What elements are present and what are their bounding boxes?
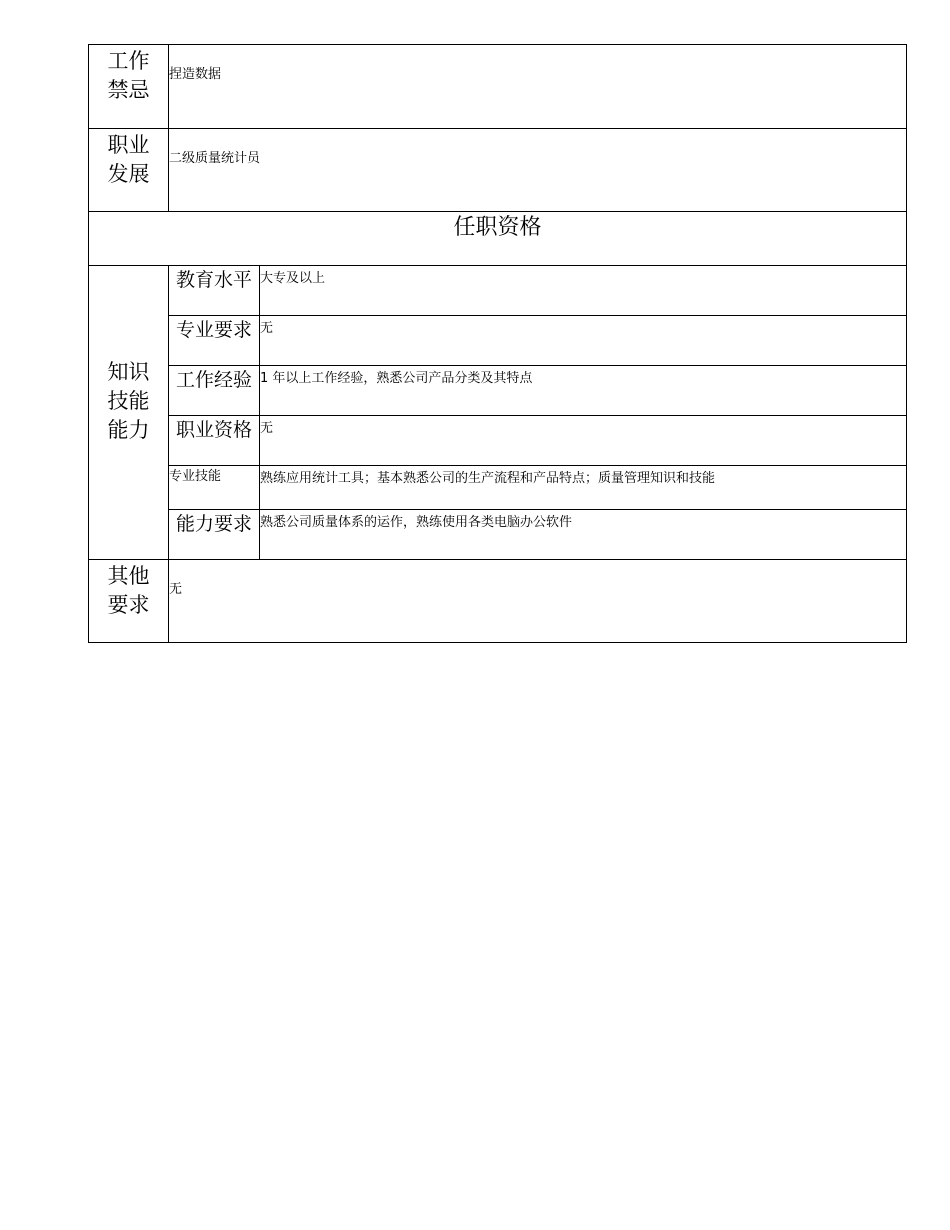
knowledge-item-label-cell: [169, 266, 260, 316]
knowledge-row: [89, 266, 907, 316]
section-title: 任职资格: [453, 215, 542, 240]
education-value: 大专及以上: [260, 271, 326, 286]
job-qualification-table: [88, 44, 907, 643]
career-value: 二级质量统计员: [169, 151, 261, 166]
experience-value: 1 年以上工作经验，熟悉公司产品分类及其特点: [260, 371, 533, 386]
other-label-line2: 要求: [107, 593, 150, 617]
career-row: [89, 129, 907, 212]
knowledge-item-value-cell: [260, 366, 907, 416]
taboo-label-line2: 禁忌: [107, 78, 150, 102]
taboo-value: 捏造数据: [169, 67, 222, 82]
knowledge-item-label-cell: [169, 316, 260, 366]
major-value: 无: [260, 321, 274, 336]
section-title-row: [89, 212, 907, 266]
other-label-line1: 其他: [107, 564, 150, 588]
knowledge-label: [89, 356, 168, 445]
other-value-cell: [169, 560, 907, 643]
other-label: [89, 560, 168, 620]
taboo-row: [89, 45, 907, 129]
ability-label: 能力要求: [175, 513, 252, 535]
knowledge-item-label-cell: [169, 466, 260, 510]
knowledge-item-label-cell: [169, 510, 260, 560]
knowledge-row: [89, 316, 907, 366]
taboo-value-cell: [169, 45, 907, 129]
taboo-label-cell: [89, 45, 169, 129]
knowledge-item-value-cell: [260, 416, 907, 466]
experience-label: 工作经验: [175, 369, 252, 391]
section-title-cell: [89, 212, 907, 266]
education-label: 教育水平: [175, 269, 252, 291]
knowledge-item-value-cell: [260, 466, 907, 510]
knowledge-item-value-cell: [260, 510, 907, 560]
skills-label: 专业技能: [169, 469, 222, 484]
ability-value: 熟悉公司质量体系的运作，熟练使用各类电脑办公软件: [260, 515, 573, 530]
knowledge-item-value-cell: [260, 266, 907, 316]
career-value-cell: [169, 129, 907, 212]
knowledge-label-line3: 能力: [107, 418, 150, 442]
certification-value: 无: [260, 421, 274, 436]
knowledge-item-label-cell: [169, 366, 260, 416]
knowledge-item-value-cell: [260, 316, 907, 366]
knowledge-row: [89, 466, 907, 510]
career-label-line2: 发展: [107, 162, 150, 186]
other-row: [89, 560, 907, 643]
other-value: 无: [169, 582, 183, 597]
major-label: 专业要求: [175, 319, 252, 341]
career-label-cell: [89, 129, 169, 212]
skills-value: 熟练应用统计工具；基本熟悉公司的生产流程和产品特点；质量管理知识和技能: [260, 471, 716, 486]
knowledge-row: [89, 510, 907, 560]
knowledge-row: [89, 416, 907, 466]
knowledge-label-cell: [89, 266, 169, 560]
knowledge-item-label-cell: [169, 416, 260, 466]
career-label: [89, 129, 168, 189]
taboo-label-line1: 工作: [107, 49, 150, 73]
certification-label: 职业资格: [175, 419, 252, 441]
taboo-label: [89, 45, 168, 105]
knowledge-label-line1: 知识: [107, 360, 150, 384]
career-label-line1: 职业: [107, 133, 150, 157]
knowledge-label-line2: 技能: [107, 389, 150, 413]
other-label-cell: [89, 560, 169, 643]
knowledge-row: [89, 366, 907, 416]
